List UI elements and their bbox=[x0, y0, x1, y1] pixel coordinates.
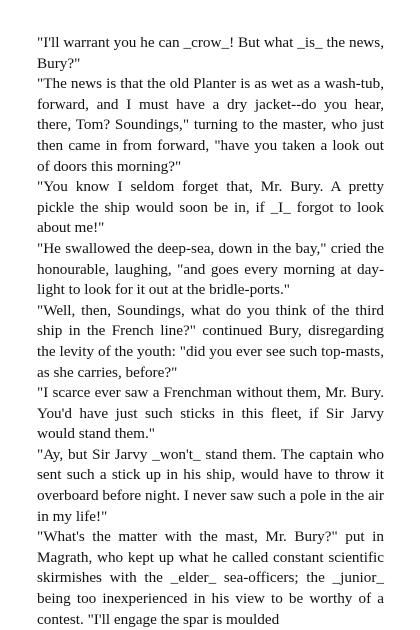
paragraph: "The news is that the old Planter is as wet as a wash-tub, forward, and I must have a dry jacket--do you hear, there, Tom? Soundings," turning to the master, who just then came in from forward, "have you taken a look out of doors this morning?" bbox=[37, 75, 384, 175]
paragraph: "What's the matter with the mast, Mr. Bury?" put in Magrath, who kept up what he called constant scientific skirmishes with the _elder_ sea-officers; the _junior_ being too inexperienced in his view to be worthy of a contest. "I'll engage the spar is moulded bbox=[37, 528, 384, 628]
paragraph: "Ay, but Sir Jarvy _won't_ stand them. The captain who sent such a stick up in his ship, would have to throw it overboard before night. I never saw such a pole in the air in my life!" bbox=[37, 445, 384, 525]
paragraph: "I scarce ever saw a Frenchman without them, Mr. Bury. You'd have just such sticks in this fleet, if Sir Jarvy would stand them." bbox=[37, 384, 384, 443]
paragraph: "Well, then, Soundings, what do you think of the third ship in the French line?" continued Bury, disregarding the levity of the youth: "did you ever see such top-masts, as she carries, before?" bbox=[37, 301, 384, 381]
paragraph: "You know I seldom forget that, Mr. Bury. A pretty pickle the ship would soon be in, if _I_ forgot to look about me!" bbox=[37, 178, 384, 237]
page-text bbox=[37, 33, 384, 630]
paragraph: "He swallowed the deep-sea, down in the bay," cried the honourable, laughing, "and goes every morning at day-light to look for it out at the bridle-ports." bbox=[37, 239, 384, 299]
paragraph: "I'll warrant you he can _crow_! But what _is_ the news, Bury?" bbox=[37, 34, 384, 72]
